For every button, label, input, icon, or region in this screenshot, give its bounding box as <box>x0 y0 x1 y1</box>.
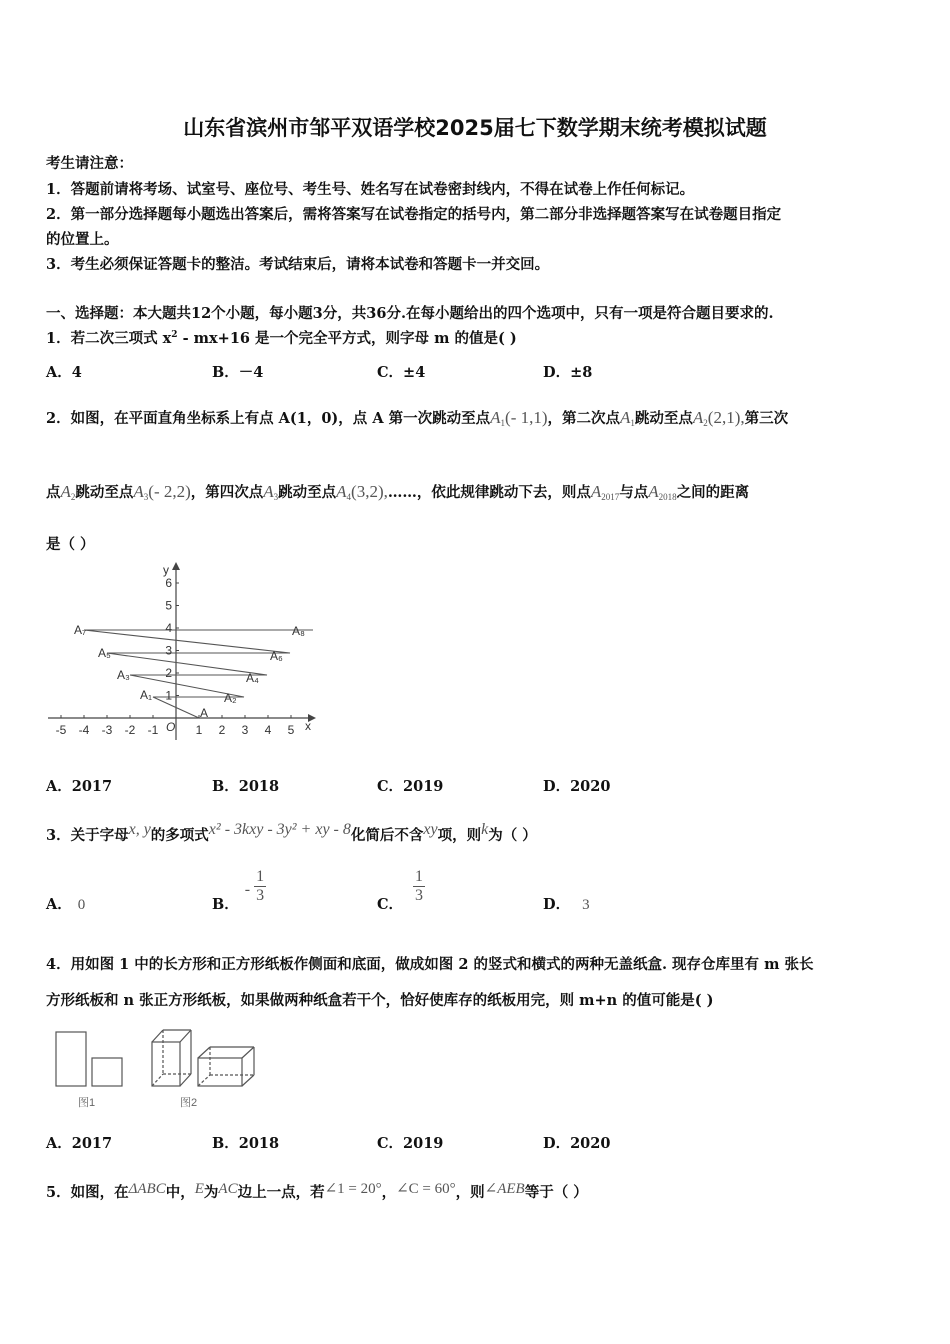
q3-option-a[interactable]: A． 0 <box>46 896 86 913</box>
q3-option-c[interactable]: C． $\frac{1}{3}$ <box>377 868 424 913</box>
q1-option-b[interactable]: B．－4 <box>212 364 264 381</box>
q2-option-a[interactable]: A．2017 <box>46 778 113 795</box>
point-label-a: A <box>200 706 209 720</box>
question-2: 2．如图，在平面直角坐标系上有点 A(1，0)，点 A 第一次跳动至点$A_1(-$ 1,1)，第二次点$A_1$跳动至点$A_2(2,1)$,第三次 <box>46 408 789 428</box>
q4-option-a[interactable]: A．2017 <box>46 1135 113 1152</box>
q4-option-d[interactable]: D．2020 <box>543 1135 611 1152</box>
y-tick-label: 6 <box>165 576 172 590</box>
point-label-a7: A₇ <box>74 623 87 637</box>
x-tick-label: -1 <box>147 723 159 737</box>
jump-graph <box>44 560 324 750</box>
q1-option-d[interactable]: D．±8 <box>543 364 593 381</box>
notice-item: 1．答题前请将考场、试室号、座位号、考生号、姓名写在试卷密封线内，不得在试卷上作任何标记。 <box>46 181 695 198</box>
x-tick-label: -3 <box>101 723 113 737</box>
notice-item: 3．考生必须保证答题卡的整洁。考试结束后，请将本试卷和答题卡一并交回。 <box>46 256 550 273</box>
question-4-line-2: 方形纸板和 n 张正方形纸板，如果做两种纸盒若干个，恰好使库存的纸板用完，则 m+n 的值可能是( ) <box>46 992 714 1009</box>
question-2-line-2: 点$A_2$跳动至点$A_3(-$ 2,2)，第四次点$A_3$跳动至点$A_4(3,2),\dots\dots$，依此规律跳动下去，则点$A_{2017}$与点$A_{2018}$之间的距离 <box>46 482 750 502</box>
question-5: 5．如图，在ΔABC中，E为AC边上一点，若∠1 = 20°，∠C = 60°，则∠AEB等于（ ） <box>46 1181 588 1201</box>
x-tick-label: 3 <box>241 723 249 737</box>
square-board <box>92 1058 122 1086</box>
x-tick-label: 1 <box>195 723 203 737</box>
notice-heading: 考生请注意： <box>46 155 133 172</box>
q1-option-c[interactable]: C．±4 <box>377 364 426 381</box>
y-tick-label: 1 <box>165 688 172 703</box>
x-tick-label: 4 <box>264 723 272 737</box>
q2-option-b[interactable]: B．2018 <box>212 778 280 795</box>
q1-option-a[interactable]: A．4 <box>46 364 82 381</box>
notice-item: 的位置上。 <box>46 231 119 248</box>
y-tick-label: 4 <box>165 621 172 635</box>
x-tick-label: -5 <box>55 723 67 737</box>
rectangle-board <box>56 1032 86 1086</box>
x-tick-label: 2 <box>218 723 226 737</box>
y-axis-label: y <box>163 563 169 577</box>
question-1: 1．若二次三项式 $x^2 - mx+16$ 是一个完全平方式，则字母 m 的值是( ) <box>46 330 517 347</box>
y-tick-label: 2 <box>165 666 172 680</box>
y-tick-label: 3 <box>165 643 172 658</box>
point-label-a8: A₈ <box>292 624 305 638</box>
box-figures <box>48 1020 268 1112</box>
origin-label: O <box>166 720 176 734</box>
question-3: 3．关于字母x, y的多项式x² - 3kxy - 3y² + xy - 8化简后不含xy项，则k为（ ） <box>46 821 537 844</box>
q4-option-b[interactable]: B．2018 <box>212 1135 280 1152</box>
x-axis-label: x <box>305 719 311 733</box>
point-label-a5: A₅ <box>98 646 111 660</box>
x-tick-label: 5 <box>287 723 295 737</box>
q4-option-c[interactable]: C．2019 <box>377 1135 444 1152</box>
q3-option-b[interactable]: B．- $\frac{1}{3}$ <box>212 868 265 913</box>
x-tick-label: -4 <box>78 723 90 737</box>
section-heading: 一、选择题：本大题共12个小题，每小题3分，共36分.在每小题给出的四个选项中，只有一项是符合题目要求的. <box>46 305 774 322</box>
point-label-a2: A₂ <box>224 691 237 705</box>
question-4: 4．用如图 1 中的长方形和正方形纸板作侧面和底面，做成如图 2 的竖式和横式的两种无盖纸盒. 现存仓库里有 m 张长 <box>46 956 814 973</box>
q3-option-d[interactable]: D． 3 <box>543 896 590 913</box>
notice-item: 2．第一部分选择题每小题选出答案后，需将答案写在试卷指定的括号内，第二部分非选择题答案写在试卷题目指定 <box>46 206 782 223</box>
point-label-a3: A₃ <box>117 668 130 682</box>
point-label-a1: A₁ <box>140 688 153 702</box>
q2-option-d[interactable]: D．2020 <box>543 778 611 795</box>
q2-option-c[interactable]: C．2019 <box>377 778 444 795</box>
question-2-line-3: 是（ ） <box>46 536 95 553</box>
figure-2-caption: 图2 <box>180 1097 198 1109</box>
x-tick-label: -2 <box>124 723 136 737</box>
y-tick-label: 5 <box>165 598 172 613</box>
figure-1-caption: 图1 <box>78 1097 96 1109</box>
point-label-a4: A₄ <box>246 671 259 685</box>
point-label-a6: A₆ <box>270 649 283 663</box>
page-title: 山东省滨州市邹平双语学校2025届七下数学期末统考模拟试题 <box>183 116 767 140</box>
